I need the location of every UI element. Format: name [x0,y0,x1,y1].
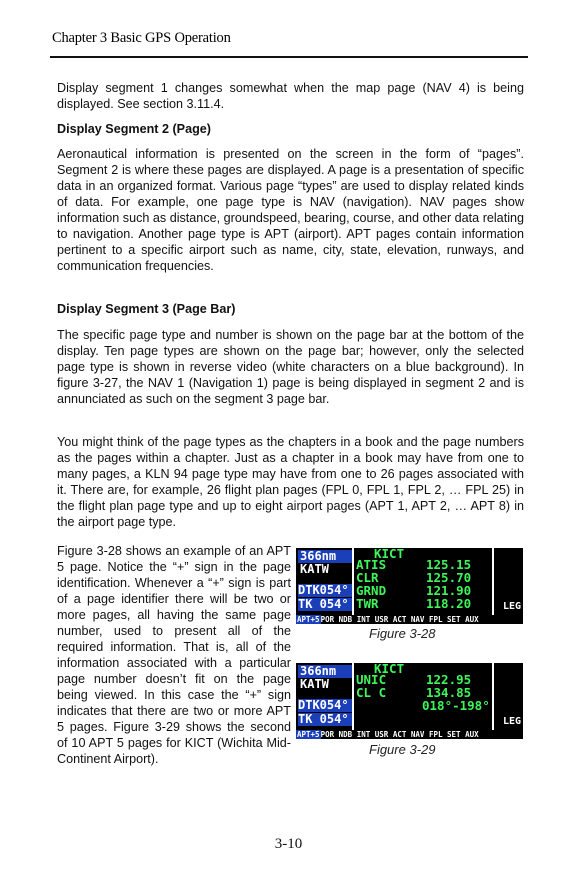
airport-id: KICT [374,546,405,561]
figure-3-28-display [296,548,523,624]
waypoint-id: KATW [300,677,329,691]
tk-readout: TK 054° [298,598,352,611]
paragraph-page-types: You might think of the page types as the chapters in a book and the page numbers as the pages within a chapter. Just as a chapter in a book may have from one to many pages, a KLN 94 page type may have from one to 26 pages associated with it. There are, for example, 26 flight plan pages (FPL 0, FPL 1, FPL 2, … FPL 25) in the flight plan page type and up to eight airport pages (APT 1, APT 2, … APT 8) in the airport page type. [57,435,524,529]
page-bar-active: APT+5 [297,730,320,739]
leg-annunciator: LEG [502,601,521,612]
paragraph-figure-explanation: Figure 3-28 shows an example of an APT 5 page. Notice the “+” sign in the page identification. Whenever a “+” sign is part of a page identifier there will be two or more pages, all having the same page number, used to present all of the required information. That is, all of the information associated with a particular page number doesn’t fit on the page being viewed. In this case the “+” sign indicates that there are two or more APT 5 pages. Figure 3-29 shows the second of 10 APT 5 pages for KICT (Wichita Mid-Continent Airport). [57,544,291,766]
page-bar-types: POR NDB INT USR ACT NAV FPL SET AUX [320,615,479,624]
header-rule [50,56,528,58]
figure-3-29-caption: Figure 3-29 [369,742,436,757]
figure-3-29-display [296,663,523,739]
freq-value-3: 121.90 [426,583,472,598]
freq-label-2: CL C [356,685,387,700]
chapter-header: Chapter 3 Basic GPS Operation [52,30,231,46]
page-bar-types: POR NDB INT USR ACT NAV FPL SET AUX [320,730,479,739]
freq-label-2: CLR [356,570,379,585]
paragraph-segment3: The specific page type and number is shown on the page bar at the bottom of the display. Ten page types are shown on the page bar; however, only the selected page type is shown in reverse video (white characters on a blue background). In figure 3-27, the NAV 1 (Navigation 1) page is being displayed in segment 2 and is annunciated as such on the segment 3 page bar. [57,328,524,406]
paragraph-segment2: Aeronautical information is presented on the screen in the form of “pages”. Segment 2 is where these pages are displayed. A page is a presentation of specific data in an organized format. Various page “types” are used to display related kinds of data. For example, one page type is NAV (navigation). NAV pages show information such as distance, groundspeed, bearing, course, and other data relating to navigation. Another page type is APT (airport). APT pages contain information pertinent to a specific airport such as name, city, state, elevation, runways, and communication frequencies. [57,147,524,273]
paragraph-segment1: Display segment 1 changes somewhat when the map page (NAV 4) is being displayed. See section 3.11.4. [57,81,524,111]
freq-value-1: 122.95 [426,672,472,687]
heading-segment2: Display Segment 2 (Page) [57,122,211,136]
freq-value-1: 125.15 [426,557,472,572]
runway-headings: 018°-198° [422,698,490,713]
freq-label-3: GRND [356,583,387,598]
page-bar [296,615,523,624]
leg-annunciator: LEG [502,716,521,727]
airport-id: KICT [374,661,405,676]
distance-readout: 366nm [300,664,337,678]
page-number: 3-10 [274,836,303,852]
dtk-readout: DTK054° [298,699,352,712]
freq-value-2: 125.70 [426,570,472,585]
waypoint-id: KATW [300,562,329,576]
distance-readout: 366nm [300,549,337,563]
figure-3-28-caption: Figure 3-28 [369,626,436,641]
freq-label-1: ATIS [356,557,387,572]
page-bar-active: APT+5 [297,615,320,624]
freq-label-1: UNIC [356,672,387,687]
page-bar [296,730,523,739]
tk-readout: TK 054° [298,713,352,726]
freq-value-2: 134.85 [426,685,472,700]
heading-segment3: Display Segment 3 (Page Bar) [57,302,236,316]
freq-value-4: 118.20 [426,596,472,611]
dtk-readout: DTK054° [298,584,352,597]
freq-label-4: TWR [356,596,379,611]
